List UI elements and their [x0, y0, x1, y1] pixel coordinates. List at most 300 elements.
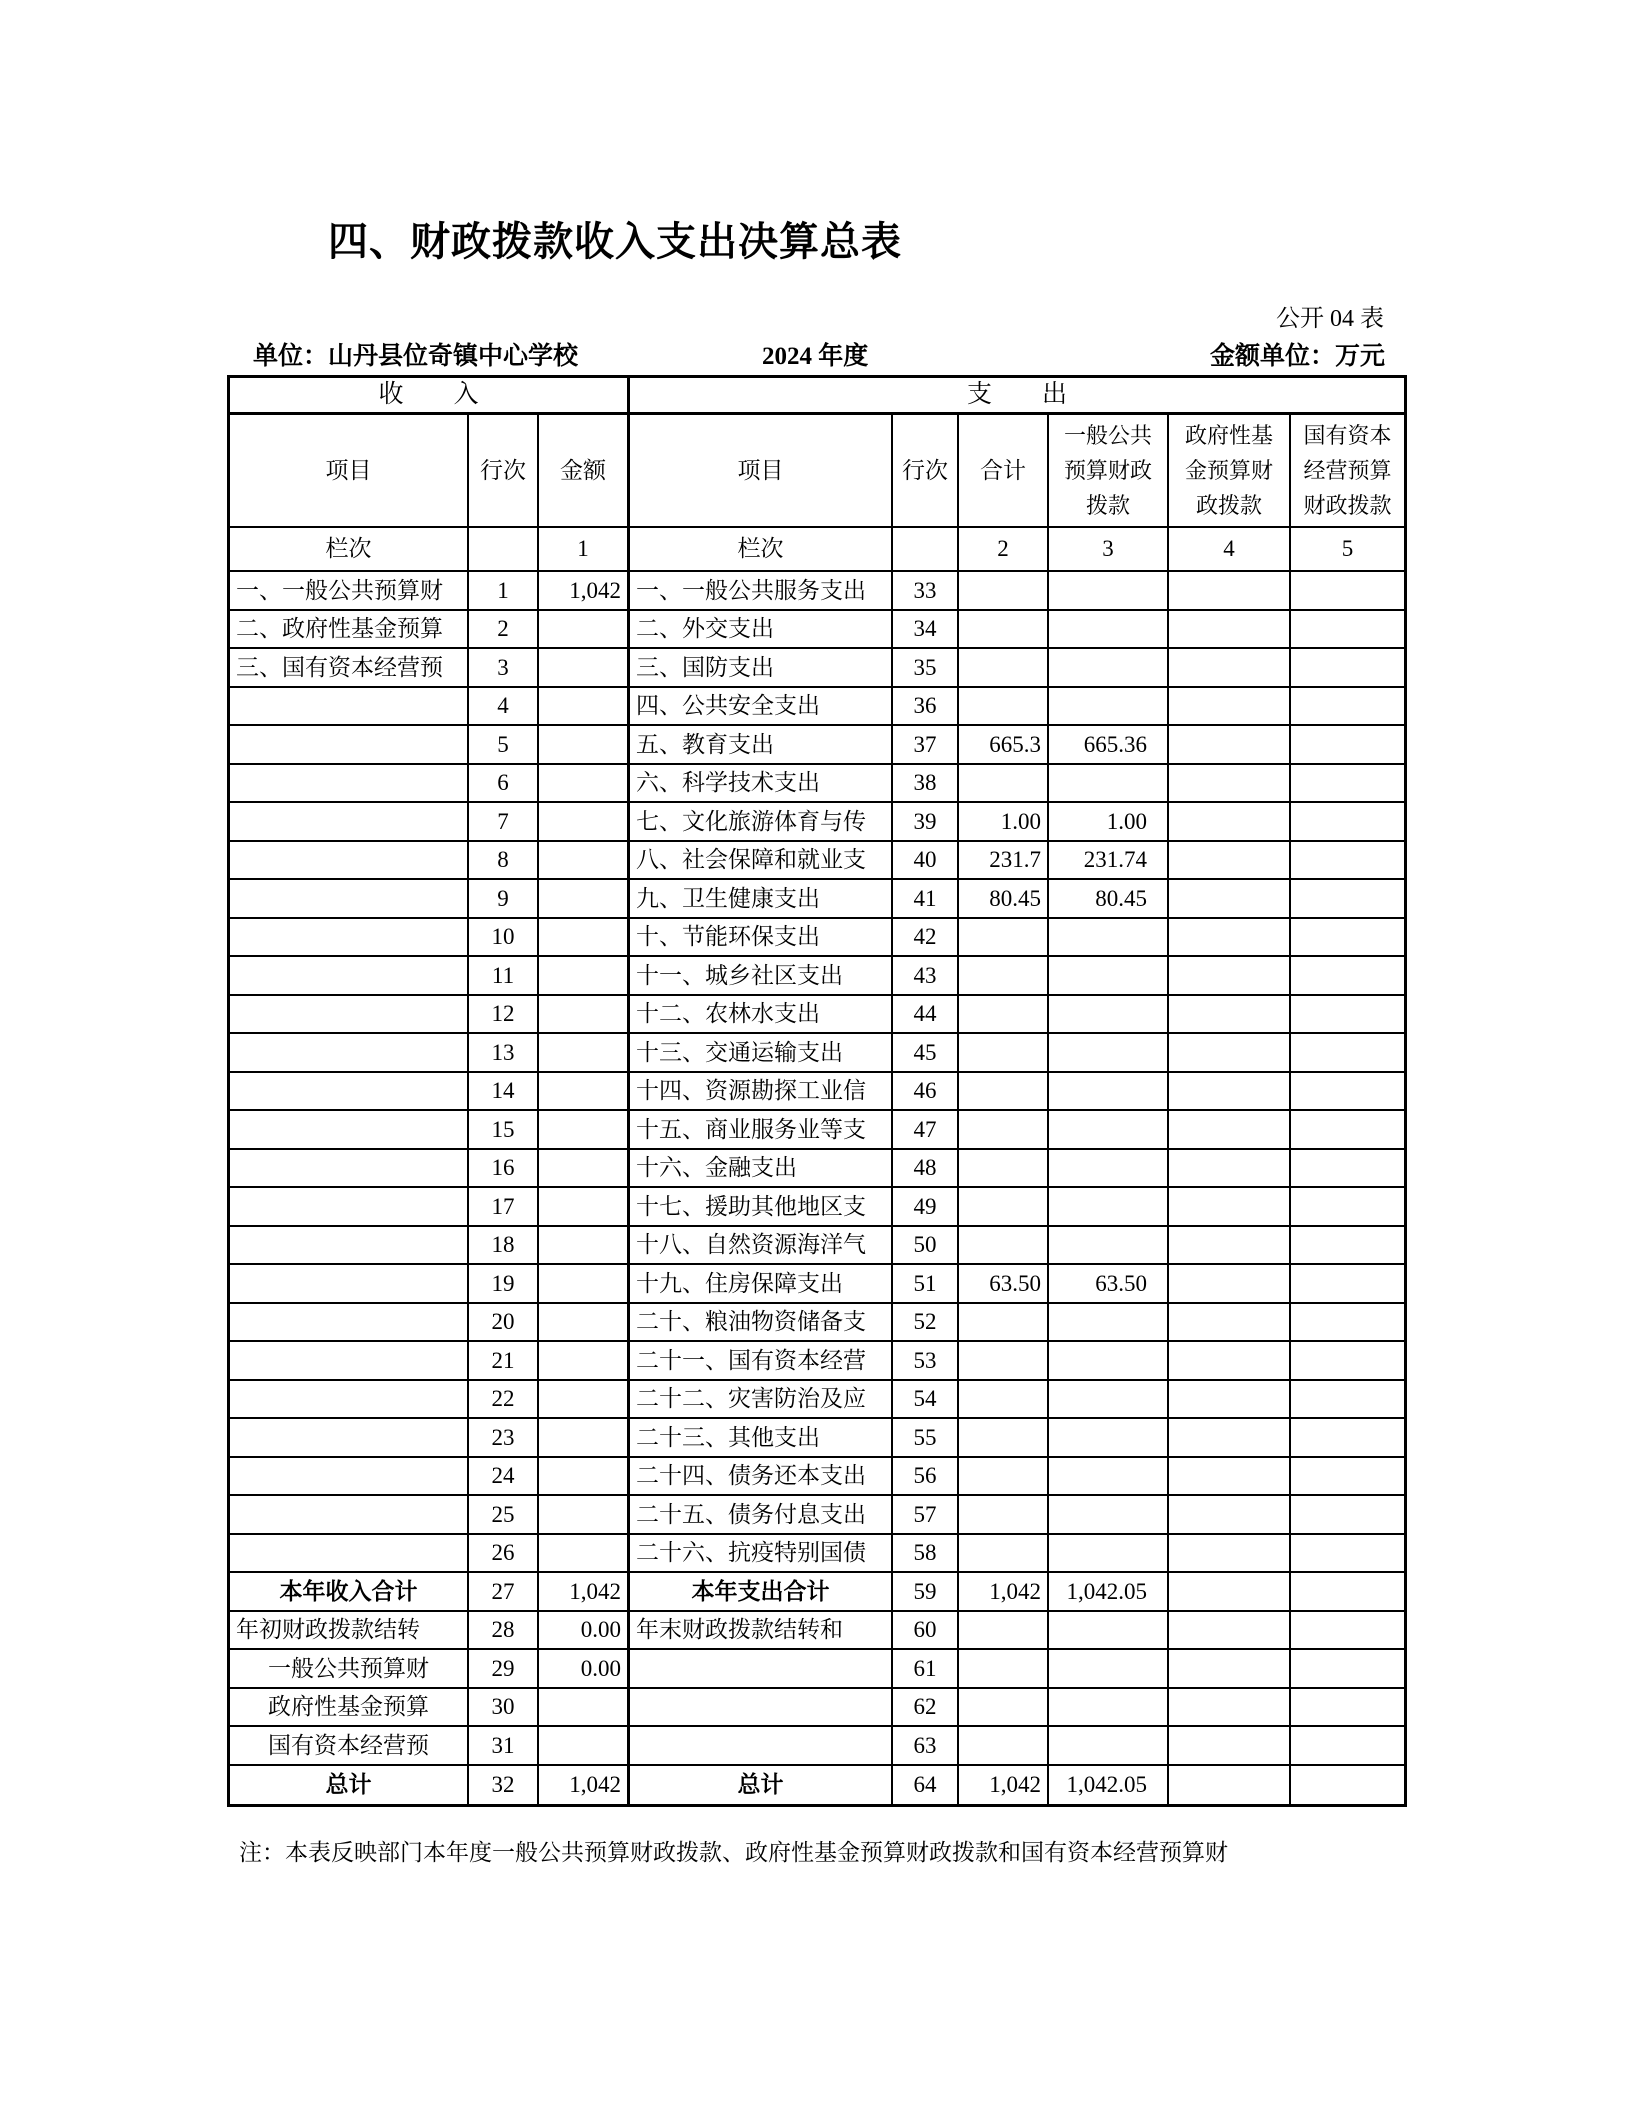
expense-total-cell	[959, 1150, 1049, 1189]
expense-total-cell: 1,042	[959, 1766, 1049, 1805]
income-amount-cell	[539, 1419, 630, 1458]
income-line-no-cell: 27	[469, 1573, 539, 1612]
govt-fund-amount-cell	[1169, 1111, 1291, 1150]
income-amount-cell	[539, 611, 630, 650]
expense-line-no-cell: 52	[893, 1304, 959, 1343]
income-item-cell: 国有资本经营预	[230, 1727, 469, 1766]
income-amount-cell	[539, 1496, 630, 1535]
state-capital-amount-cell	[1291, 1150, 1404, 1189]
income-item-cell	[230, 1073, 469, 1112]
income-amount-cell	[539, 1188, 630, 1227]
income-amount-cell	[539, 649, 630, 688]
general-budget-index: 3	[1049, 528, 1169, 572]
general-budget-amount-cell	[1049, 1689, 1169, 1728]
expense-total-cell	[959, 1034, 1049, 1073]
expense-band-header: 支 出	[630, 378, 1404, 415]
general-budget-amount-cell: 80.45	[1049, 880, 1169, 919]
govt-fund-amount-cell	[1169, 1073, 1291, 1112]
general-budget-amount-cell: 231.74	[1049, 842, 1169, 881]
income-line-no-cell: 30	[469, 1689, 539, 1728]
income-line-no-cell: 5	[469, 726, 539, 765]
income-line-no-cell: 31	[469, 1727, 539, 1766]
income-line-no-cell: 13	[469, 1034, 539, 1073]
state-capital-amount-cell	[1291, 1034, 1404, 1073]
govt-fund-column-header: 政府性基金预算财政拨款	[1169, 415, 1291, 528]
unit-label: 单位：山丹县位奇镇中心学校	[253, 343, 579, 370]
expense-item-cell: 一、一般公共服务支出	[630, 572, 893, 611]
expense-total-cell: 63.50	[959, 1265, 1049, 1304]
income-amount-column-header: 金额	[539, 415, 630, 528]
income-item-cell: 年初财政拨款结转	[230, 1612, 469, 1651]
income-item-cell	[230, 1304, 469, 1343]
govt-fund-amount-cell	[1169, 1419, 1291, 1458]
income-line-no-cell: 22	[469, 1381, 539, 1420]
expense-line-no-cell: 54	[893, 1381, 959, 1420]
expense-item-cell: 二十四、债务还本支出	[630, 1458, 893, 1497]
govt-fund-amount-cell	[1169, 1612, 1291, 1651]
govt-fund-amount-cell	[1169, 1034, 1291, 1073]
general-budget-amount-cell	[1049, 996, 1169, 1035]
income-amount-cell	[539, 1535, 630, 1574]
income-amount-cell	[539, 1689, 630, 1728]
income-amount-cell	[539, 1304, 630, 1343]
income-amount-cell	[539, 1342, 630, 1381]
income-line-no-cell: 15	[469, 1111, 539, 1150]
income-amount-cell	[539, 1227, 630, 1266]
general-budget-amount-cell	[1049, 1381, 1169, 1420]
expense-line-no-cell: 44	[893, 996, 959, 1035]
income-amount-cell	[539, 842, 630, 881]
govt-fund-amount-cell	[1169, 1188, 1291, 1227]
income-item-cell	[230, 1342, 469, 1381]
income-line-no-column-header: 行次	[469, 415, 539, 528]
state-capital-amount-cell	[1291, 1727, 1404, 1766]
expense-total-cell	[959, 611, 1049, 650]
expense-total-cell: 1,042	[959, 1573, 1049, 1612]
state-capital-amount-cell	[1291, 1227, 1404, 1266]
govt-fund-amount-cell	[1169, 1304, 1291, 1343]
expense-column-index-label: 栏次	[630, 528, 893, 572]
general-budget-amount-cell	[1049, 957, 1169, 996]
income-amount-cell	[539, 1111, 630, 1150]
income-item-cell	[230, 1188, 469, 1227]
income-amount-cell	[539, 919, 630, 958]
income-amount-cell: 1,042	[539, 1573, 630, 1612]
income-item-cell: 三、国有资本经营预	[230, 649, 469, 688]
expense-item-cell: 二十三、其他支出	[630, 1419, 893, 1458]
state-capital-amount-cell	[1291, 1458, 1404, 1497]
govt-fund-amount-cell	[1169, 726, 1291, 765]
income-band-header: 收 入	[230, 378, 630, 415]
expense-line-no-index	[893, 528, 959, 572]
state-capital-amount-cell	[1291, 1265, 1404, 1304]
income-item-cell: 总计	[230, 1766, 469, 1805]
state-capital-amount-cell	[1291, 919, 1404, 958]
expense-line-no-cell: 57	[893, 1496, 959, 1535]
income-amount-cell	[539, 1381, 630, 1420]
income-line-no-cell: 9	[469, 880, 539, 919]
income-line-no-cell: 8	[469, 842, 539, 881]
expense-line-no-cell: 46	[893, 1073, 959, 1112]
expense-line-no-cell: 60	[893, 1612, 959, 1651]
govt-fund-amount-cell	[1169, 957, 1291, 996]
income-item-cell: 政府性基金预算	[230, 1689, 469, 1728]
govt-fund-amount-cell	[1169, 611, 1291, 650]
income-item-cell	[230, 765, 469, 804]
expense-item-cell: 十、节能环保支出	[630, 919, 893, 958]
income-amount-cell	[539, 1265, 630, 1304]
state-capital-amount-cell	[1291, 765, 1404, 804]
income-line-no-cell: 25	[469, 1496, 539, 1535]
state-capital-amount-cell	[1291, 1650, 1404, 1689]
income-amount-cell	[539, 957, 630, 996]
state-capital-amount-cell	[1291, 1419, 1404, 1458]
income-amount-cell	[539, 803, 630, 842]
expense-item-cell: 十六、金融支出	[630, 1150, 893, 1189]
income-item-cell: 一、一般公共预算财	[230, 572, 469, 611]
state-capital-amount-cell	[1291, 1188, 1404, 1227]
income-line-no-cell: 17	[469, 1188, 539, 1227]
income-column-index-label: 栏次	[230, 528, 469, 572]
income-item-cell	[230, 842, 469, 881]
state-capital-amount-cell	[1291, 1612, 1404, 1651]
expense-line-no-cell: 41	[893, 880, 959, 919]
income-item-cell	[230, 1265, 469, 1304]
expense-total-cell: 1.00	[959, 803, 1049, 842]
general-budget-amount-cell	[1049, 572, 1169, 611]
govt-fund-amount-cell	[1169, 880, 1291, 919]
general-budget-amount-cell: 63.50	[1049, 1265, 1169, 1304]
expense-item-cell: 十三、交通运输支出	[630, 1034, 893, 1073]
income-line-no-cell: 28	[469, 1612, 539, 1651]
govt-fund-amount-cell	[1169, 1381, 1291, 1420]
state-capital-amount-cell	[1291, 688, 1404, 727]
expense-line-no-cell: 35	[893, 649, 959, 688]
income-line-no-cell: 7	[469, 803, 539, 842]
general-budget-amount-cell	[1049, 1727, 1169, 1766]
govt-fund-amount-cell	[1169, 1496, 1291, 1535]
income-item-cell	[230, 803, 469, 842]
income-line-no-cell: 21	[469, 1342, 539, 1381]
income-amount-cell	[539, 1727, 630, 1766]
income-item-cell: 一般公共预算财	[230, 1650, 469, 1689]
expense-total-cell	[959, 1111, 1049, 1150]
income-line-no-cell: 20	[469, 1304, 539, 1343]
expense-line-no-cell: 45	[893, 1034, 959, 1073]
expense-line-no-cell: 63	[893, 1727, 959, 1766]
income-item-cell	[230, 1535, 469, 1574]
govt-fund-amount-cell	[1169, 842, 1291, 881]
expense-item-cell: 二十一、国有资本经营	[630, 1342, 893, 1381]
state-capital-amount-cell	[1291, 996, 1404, 1035]
general-budget-amount-cell: 1,042.05	[1049, 1573, 1169, 1612]
state-capital-amount-cell	[1291, 572, 1404, 611]
state-capital-amount-cell	[1291, 1689, 1404, 1728]
state-capital-amount-cell	[1291, 1381, 1404, 1420]
govt-fund-index: 4	[1169, 528, 1291, 572]
govt-fund-amount-cell	[1169, 765, 1291, 804]
expense-total-cell	[959, 1342, 1049, 1381]
expense-line-no-cell: 42	[893, 919, 959, 958]
expense-total-cell: 665.3	[959, 726, 1049, 765]
income-item-cell	[230, 919, 469, 958]
general-budget-amount-cell	[1049, 1111, 1169, 1150]
govt-fund-amount-cell	[1169, 1727, 1291, 1766]
income-item-cell	[230, 1419, 469, 1458]
income-amount-cell: 1,042	[539, 1766, 630, 1805]
expense-line-no-cell: 34	[893, 611, 959, 650]
state-capital-amount-cell	[1291, 803, 1404, 842]
general-budget-amount-cell: 665.36	[1049, 726, 1169, 765]
expense-total-cell: 80.45	[959, 880, 1049, 919]
income-amount-cell	[539, 996, 630, 1035]
expense-total-cell	[959, 1458, 1049, 1497]
expense-total-cell	[959, 1419, 1049, 1458]
expense-total-cell	[959, 1188, 1049, 1227]
expense-total-cell	[959, 996, 1049, 1035]
state-capital-amount-cell	[1291, 1304, 1404, 1343]
expense-item-cell: 二、外交支出	[630, 611, 893, 650]
income-line-no-cell: 32	[469, 1766, 539, 1805]
expense-line-no-cell: 37	[893, 726, 959, 765]
income-item-cell	[230, 1111, 469, 1150]
govt-fund-amount-cell	[1169, 572, 1291, 611]
income-line-no-cell: 29	[469, 1650, 539, 1689]
expense-line-no-cell: 62	[893, 1689, 959, 1728]
income-item-cell	[230, 688, 469, 727]
state-capital-amount-cell	[1291, 649, 1404, 688]
income-amount-index: 1	[539, 528, 630, 572]
income-item-cell	[230, 996, 469, 1035]
state-capital-amount-cell	[1291, 880, 1404, 919]
expense-item-cell: 七、文化旅游体育与传	[630, 803, 893, 842]
expense-line-no-cell: 49	[893, 1188, 959, 1227]
state-capital-index: 5	[1291, 528, 1404, 572]
income-item-cell	[230, 1034, 469, 1073]
expense-line-no-cell: 59	[893, 1573, 959, 1612]
expense-total-cell	[959, 1727, 1049, 1766]
general-budget-amount-cell: 1.00	[1049, 803, 1169, 842]
govt-fund-amount-cell	[1169, 1458, 1291, 1497]
fiscal-appropriation-table	[227, 375, 1407, 1807]
state-capital-column-header: 国有资本经营预算财政拨款	[1291, 415, 1404, 528]
expense-item-cell: 年末财政拨款结转和	[630, 1612, 893, 1651]
income-line-no-cell: 6	[469, 765, 539, 804]
income-line-no-cell: 3	[469, 649, 539, 688]
state-capital-amount-cell	[1291, 842, 1404, 881]
general-budget-amount-cell	[1049, 1419, 1169, 1458]
expense-total-cell	[959, 1073, 1049, 1112]
general-budget-amount-cell	[1049, 1150, 1169, 1189]
expense-line-no-cell: 39	[893, 803, 959, 842]
state-capital-amount-cell	[1291, 1111, 1404, 1150]
expense-line-no-cell: 40	[893, 842, 959, 881]
form-code-label: 公开 04 表	[1276, 306, 1384, 332]
general-budget-amount-cell	[1049, 1188, 1169, 1227]
income-line-no-cell: 1	[469, 572, 539, 611]
general-budget-amount-cell	[1049, 1073, 1169, 1112]
total-column-header: 合计	[959, 415, 1049, 528]
general-budget-amount-cell	[1049, 1612, 1169, 1651]
general-budget-amount-cell	[1049, 688, 1169, 727]
expense-line-no-cell: 56	[893, 1458, 959, 1497]
govt-fund-amount-cell	[1169, 919, 1291, 958]
income-line-no-cell: 19	[469, 1265, 539, 1304]
expense-item-cell	[630, 1689, 893, 1728]
govt-fund-amount-cell	[1169, 1342, 1291, 1381]
income-amount-cell	[539, 1150, 630, 1189]
expense-line-no-cell: 47	[893, 1111, 959, 1150]
expense-item-cell	[630, 1650, 893, 1689]
income-item-cell	[230, 957, 469, 996]
income-line-no-cell: 10	[469, 919, 539, 958]
expense-line-no-cell: 36	[893, 688, 959, 727]
expense-item-cell: 六、科学技术支出	[630, 765, 893, 804]
amount-unit-label: 金额单位：万元	[1209, 343, 1385, 370]
expense-line-no-cell: 33	[893, 572, 959, 611]
income-line-no-cell: 26	[469, 1535, 539, 1574]
page-title: 四、财政拨款收入支出决算总表	[328, 220, 902, 264]
govt-fund-amount-cell	[1169, 1573, 1291, 1612]
expense-total-cell	[959, 1612, 1049, 1651]
state-capital-amount-cell	[1291, 611, 1404, 650]
expense-item-cell: 九、卫生健康支出	[630, 880, 893, 919]
expense-line-no-cell: 61	[893, 1650, 959, 1689]
expense-total-cell: 231.7	[959, 842, 1049, 881]
income-line-no-cell: 14	[469, 1073, 539, 1112]
income-line-no-cell: 18	[469, 1227, 539, 1266]
general-budget-amount-cell	[1049, 919, 1169, 958]
general-budget-column-header: 一般公共预算财政拨款	[1049, 415, 1169, 528]
govt-fund-amount-cell	[1169, 1535, 1291, 1574]
general-budget-amount-cell	[1049, 1342, 1169, 1381]
expense-item-cell: 十九、住房保障支出	[630, 1265, 893, 1304]
income-line-no-cell: 16	[469, 1150, 539, 1189]
govt-fund-amount-cell	[1169, 1227, 1291, 1266]
income-item-cell	[230, 1227, 469, 1266]
income-line-no-cell: 24	[469, 1458, 539, 1497]
income-item-cell	[230, 1458, 469, 1497]
govt-fund-amount-cell	[1169, 996, 1291, 1035]
expense-item-cell: 三、国防支出	[630, 649, 893, 688]
expense-item-cell: 二十、粮油物资储备支	[630, 1304, 893, 1343]
expense-line-no-cell: 53	[893, 1342, 959, 1381]
expense-item-cell: 五、教育支出	[630, 726, 893, 765]
expense-total-cell	[959, 572, 1049, 611]
general-budget-amount-cell: 1,042.05	[1049, 1766, 1169, 1805]
expense-item-cell: 十七、援助其他地区支	[630, 1188, 893, 1227]
expense-item-cell: 八、社会保障和就业支	[630, 842, 893, 881]
general-budget-amount-cell	[1049, 649, 1169, 688]
total-index: 2	[959, 528, 1049, 572]
income-amount-cell	[539, 1458, 630, 1497]
govt-fund-amount-cell	[1169, 803, 1291, 842]
expense-item-cell: 十四、资源勘探工业信	[630, 1073, 893, 1112]
income-amount-cell: 0.00	[539, 1650, 630, 1689]
state-capital-amount-cell	[1291, 1073, 1404, 1112]
income-line-no-cell: 12	[469, 996, 539, 1035]
expense-total-cell	[959, 919, 1049, 958]
income-item-cell: 二、政府性基金预算	[230, 611, 469, 650]
govt-fund-amount-cell	[1169, 1689, 1291, 1728]
expense-item-cell: 十一、城乡社区支出	[630, 957, 893, 996]
income-amount-cell	[539, 1073, 630, 1112]
expense-total-cell	[959, 1381, 1049, 1420]
footnote: 注：本表反映部门本年度一般公共预算财政拨款、政府性基金预算财政拨款和国有资本经营预算财	[239, 1840, 1228, 1865]
state-capital-amount-cell	[1291, 1573, 1404, 1612]
expense-line-no-cell: 58	[893, 1535, 959, 1574]
state-capital-amount-cell	[1291, 1535, 1404, 1574]
state-capital-amount-cell	[1291, 957, 1404, 996]
general-budget-amount-cell	[1049, 765, 1169, 804]
expense-line-no-cell: 43	[893, 957, 959, 996]
expense-item-cell: 十八、自然资源海洋气	[630, 1227, 893, 1266]
govt-fund-amount-cell	[1169, 1650, 1291, 1689]
expense-total-cell	[959, 957, 1049, 996]
general-budget-amount-cell	[1049, 1535, 1169, 1574]
state-capital-amount-cell	[1291, 1342, 1404, 1381]
general-budget-amount-cell	[1049, 611, 1169, 650]
expense-item-cell: 二十六、抗疫特别国债	[630, 1535, 893, 1574]
expense-item-cell: 总计	[630, 1766, 893, 1805]
general-budget-amount-cell	[1049, 1458, 1169, 1497]
expense-line-no-cell: 55	[893, 1419, 959, 1458]
income-line-no-cell: 11	[469, 957, 539, 996]
income-line-no-cell: 2	[469, 611, 539, 650]
income-item-cell	[230, 726, 469, 765]
state-capital-amount-cell	[1291, 726, 1404, 765]
expense-line-no-column-header: 行次	[893, 415, 959, 528]
expense-total-cell	[959, 1535, 1049, 1574]
income-item-cell	[230, 1496, 469, 1535]
expense-line-no-cell: 38	[893, 765, 959, 804]
expense-total-cell	[959, 1227, 1049, 1266]
income-amount-cell	[539, 880, 630, 919]
expense-item-column-header: 项目	[630, 415, 893, 528]
expense-item-cell: 十五、商业服务业等支	[630, 1111, 893, 1150]
income-item-cell	[230, 880, 469, 919]
expense-line-no-cell: 64	[893, 1766, 959, 1805]
income-line-no-cell: 23	[469, 1419, 539, 1458]
income-amount-cell: 0.00	[539, 1612, 630, 1651]
income-amount-cell	[539, 688, 630, 727]
govt-fund-amount-cell	[1169, 649, 1291, 688]
expense-item-cell: 四、公共安全支出	[630, 688, 893, 727]
govt-fund-amount-cell	[1169, 1150, 1291, 1189]
income-item-column-header: 项目	[230, 415, 469, 528]
expense-total-cell	[959, 688, 1049, 727]
general-budget-amount-cell	[1049, 1304, 1169, 1343]
income-line-no-cell: 4	[469, 688, 539, 727]
expense-item-cell: 二十二、灾害防治及应	[630, 1381, 893, 1420]
expense-total-cell	[959, 649, 1049, 688]
expense-line-no-cell: 51	[893, 1265, 959, 1304]
expense-total-cell	[959, 1650, 1049, 1689]
general-budget-amount-cell	[1049, 1650, 1169, 1689]
expense-item-cell: 二十五、债务付息支出	[630, 1496, 893, 1535]
general-budget-amount-cell	[1049, 1227, 1169, 1266]
govt-fund-amount-cell	[1169, 688, 1291, 727]
govt-fund-amount-cell	[1169, 1766, 1291, 1805]
income-item-cell	[230, 1150, 469, 1189]
income-amount-cell	[539, 765, 630, 804]
income-amount-cell	[539, 1034, 630, 1073]
state-capital-amount-cell	[1291, 1496, 1404, 1535]
expense-total-cell	[959, 1304, 1049, 1343]
expense-item-cell: 本年支出合计	[630, 1573, 893, 1612]
expense-total-cell	[959, 765, 1049, 804]
expense-total-cell	[959, 1496, 1049, 1535]
